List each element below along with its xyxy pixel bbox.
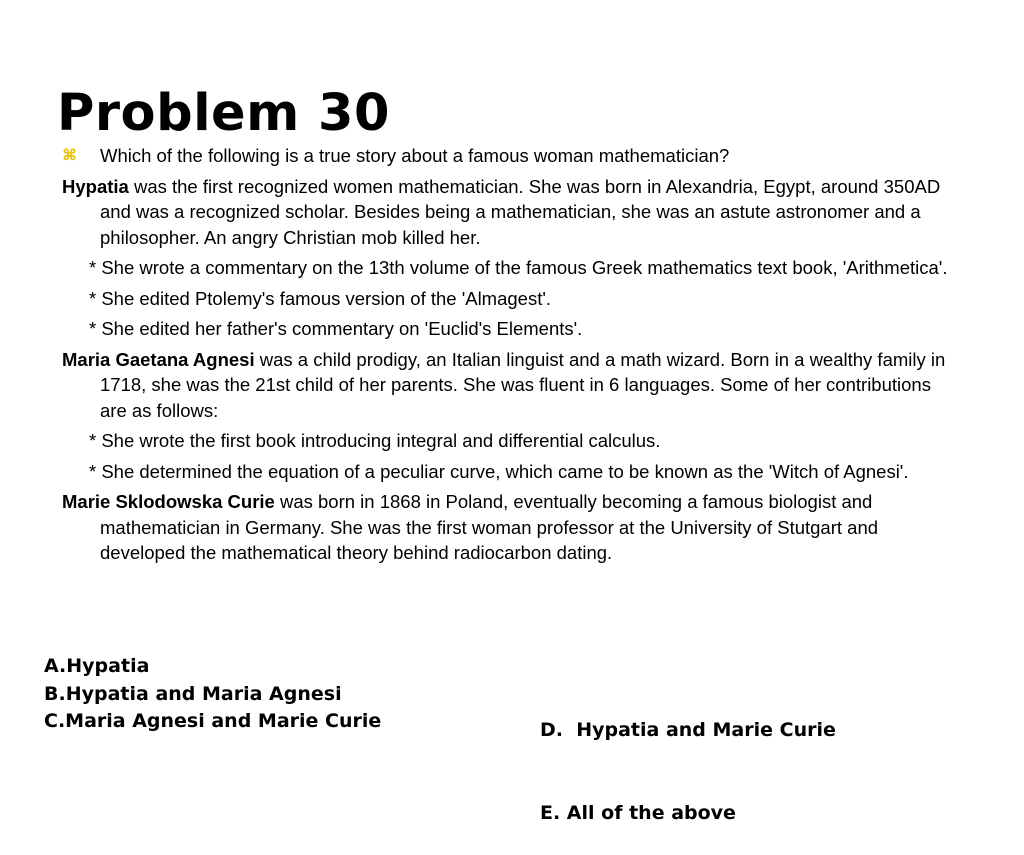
paragraph-name: Maria Gaetana Agnesi: [62, 348, 255, 370]
answer-choice-d: D. Hypatia and Marie Curie: [540, 719, 836, 741]
answer-choice-a: A.Hypatia: [44, 655, 150, 677]
list-item: * She edited her father's commentary on 'Euclid's Elements'.: [89, 318, 583, 339]
paragraph-hypatia: [62, 174, 962, 251]
paragraph-body: was the first recognized women mathematician. She was born in Alexandria, Egypt, around 350AD and was a recognized scholar. Besides being a mathematician, she was an astute astronomer and a philosopher. An angry Christian mob killed her.: [100, 175, 941, 248]
answer-choices-right: [540, 662, 836, 855]
paragraph-body: was born in 1868 in Poland, eventually becoming a famous biologist and mathematician in Germany. She was the first woman professor at the University of Stutgart and developed the mathematical theory behind radiocarbon dating.: [100, 491, 879, 563]
answer-choice-e: E. All of the above: [540, 801, 736, 824]
question-label: Which of the following is a true story about a famous woman mathematician?: [100, 145, 730, 166]
list-item: * She wrote a commentary on the 13th volume of the famous Greek mathematics text book, 'Arithmetica'.: [89, 257, 948, 278]
list-item: * She determined the equation of a peculiar curve, which came to be known as the 'Witch of Agnesi'.: [89, 460, 909, 482]
paragraph-agnesi: [62, 347, 962, 424]
paragraph-body: was a child prodigy, an Italian linguist and a math wizard. Born in a wealthy family in 1718, she was the 21st child of her parents. She was fluent in 6 languages. Some of her contributions are as follows:: [100, 348, 946, 421]
question-text: [62, 143, 962, 169]
slide-content: [62, 143, 962, 571]
paragraph-name: Hypatia: [62, 175, 129, 197]
answer-choice-b: B.Hypatia and Maria Agnesi: [44, 682, 342, 705]
list-item: * She wrote the first book introducing integral and differential calculus.: [89, 430, 661, 451]
command-bullet-icon: ⌘: [62, 147, 77, 164]
list-item: * She edited Ptolemy's famous version of the 'Almagest'.: [89, 287, 552, 309]
answer-choices-left: [44, 653, 381, 736]
slide-title: Problem 30: [57, 84, 391, 143]
paragraph-name: Marie Sklodowska Curie: [62, 491, 275, 512]
paragraph-curie: [62, 489, 962, 566]
answer-choice-c: C.Maria Agnesi and Marie Curie: [44, 710, 382, 732]
